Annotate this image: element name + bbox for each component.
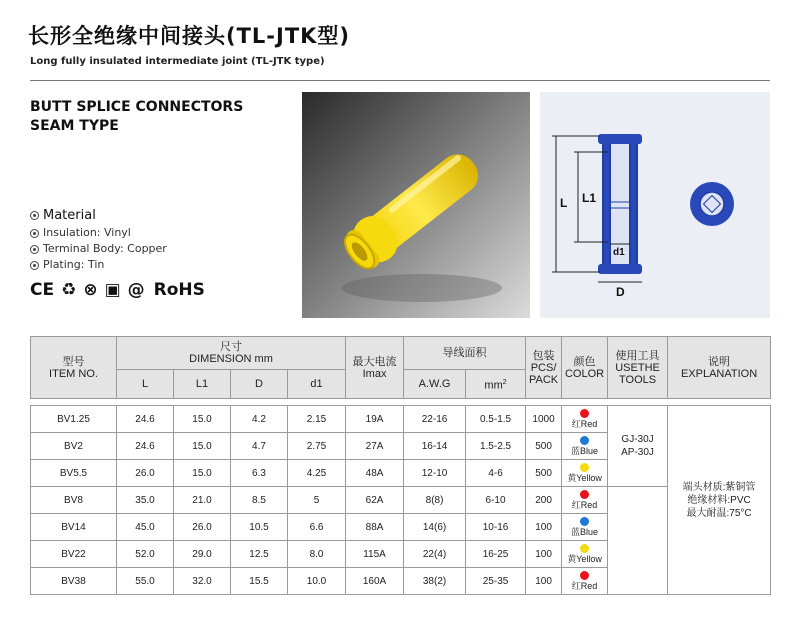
header-current [346,337,404,399]
cell-item: BV14 [31,514,117,541]
table-row [31,487,771,514]
cell-mm2: 16-25 [466,541,526,568]
product-heading [30,98,243,136]
product-heading-line2: SEAM TYPE [30,118,119,134]
cell-pack: 100 [526,514,562,541]
header-explanation-cn: 说明 [708,355,731,368]
header-wire-cn: 导线面积 [442,347,487,359]
color-dot-icon [580,544,589,553]
technical-drawing [540,92,770,318]
material-item [30,225,167,241]
cell-imax: 115A [346,541,404,568]
cell-L1: 15.0 [174,433,231,460]
cell-pack: 100 [526,541,562,568]
color-name-en: Red [580,499,598,510]
material-title-row [30,206,167,225]
cell-tools [608,406,668,487]
tool-1: GJ-30J [621,434,654,445]
color-name-cn: 黄 [567,553,577,564]
bullet-icon [30,229,39,238]
header-L1: L1 [174,370,231,399]
cell-mm2: 6-10 [466,487,526,514]
cell-mm2: 4-6 [466,460,526,487]
header-item [31,337,117,399]
cell-d1: 4.25 [288,460,346,487]
cell-D: 6.3 [231,460,288,487]
cell-mm2: 0.5-1.5 [466,406,526,433]
cell-d1: 6.6 [288,514,346,541]
cell-color [562,541,608,568]
spec-table [30,336,771,595]
cell-d1: 8.0 [288,541,346,568]
header-color-cn: 颜色 [573,355,596,368]
cell-imax: 19A [346,406,404,433]
dimension-L-label: L [560,196,568,210]
cell-L: 55.0 [117,568,174,595]
color-name-cn: 黄 [567,472,577,483]
color-name-en: Red [580,580,598,591]
cell-L1: 29.0 [174,541,231,568]
cell-D: 10.5 [231,514,288,541]
page-title: 长形全绝缘中间接头(TL-JTK型) [28,24,351,48]
cell-tools-empty [608,487,668,595]
cell-awg: 8(8) [404,487,466,514]
header-mm2 [466,370,526,399]
page-subtitle: Long fully insulated intermediate joint (TL-JTK type) [30,56,325,67]
cell-L: 24.6 [117,433,174,460]
cell-awg: 38(2) [404,568,466,595]
cell-d1: 5 [288,487,346,514]
cell-color [562,514,608,541]
dimension-d1-label: d1 [613,247,625,258]
header-explanation [668,337,771,399]
cell-L: 24.6 [117,406,174,433]
expl-line-1: 端头材质:紫铜管 [682,481,756,493]
color-name-cn: 蓝 [571,526,581,537]
product-heading-line1: BUTT SPLICE CONNECTORS [30,99,244,115]
header-dimension-en: DIMENSION mm [189,353,273,365]
color-name-en: Red [580,418,598,429]
cell-item: BV1.25 [31,406,117,433]
cell-L: 45.0 [117,514,174,541]
cell-awg: 22-16 [404,406,466,433]
cell-d1: 2.75 [288,433,346,460]
rohs-mark: RoHS [153,280,205,300]
cell-D: 8.5 [231,487,288,514]
header-wire [404,337,526,370]
color-name-en: Yellow [576,553,602,564]
dimension-L1-label: L1 [582,191,597,205]
material-title: Material [43,208,96,223]
cell-color [562,487,608,514]
cell-pack: 100 [526,568,562,595]
header-awg: A.W.G [404,370,466,399]
cell-item: BV22 [31,541,117,568]
header-tools-cn: 使用工具 [615,349,660,362]
cell-color [562,460,608,487]
color-name-en: Blue [580,526,599,537]
recycle-icon: ♻ [61,280,77,300]
product-photo [302,92,530,318]
header-item-en: ITEM NO. [49,367,98,380]
cell-imax: 88A [346,514,404,541]
material-body: Terminal Body: Copper [43,242,167,255]
cell-imax: 62A [346,487,404,514]
cell-D: 15.5 [231,568,288,595]
cell-pack: 200 [526,487,562,514]
title-divider [30,80,770,81]
header-d1: d1 [288,370,346,399]
cell-imax: 160A [346,568,404,595]
cell-D: 4.7 [231,433,288,460]
cell-awg: 16-14 [404,433,466,460]
cell-pack: 500 [526,460,562,487]
header-color-en: COLOR [564,367,605,380]
cell-d1: 2.15 [288,406,346,433]
cell-awg: 12-10 [404,460,466,487]
cell-item: BV38 [31,568,117,595]
cell-L: 52.0 [117,541,174,568]
color-name-cn: 红 [571,580,581,591]
cell-color [562,406,608,433]
cell-item: BV8 [31,487,117,514]
header-explanation-en: EXPLANATION [680,367,758,380]
material-insulation: Insulation: Vinyl [43,226,131,239]
header-pack-cn: 包装 [532,349,555,362]
material-item [30,241,167,257]
cell-mm2: 1.5-2.5 [466,433,526,460]
cell-color [562,568,608,595]
header-item-cn: 型号 [62,355,85,368]
header-color [562,337,608,399]
color-dot-icon [580,490,589,499]
color-dot-icon [580,517,589,526]
cell-awg: 14(6) [404,514,466,541]
color-dot-icon [580,463,589,472]
color-name-en: Blue [580,445,599,456]
color-dot-icon [580,436,589,445]
cell-d1: 10.0 [288,568,346,595]
cell-L: 35.0 [117,487,174,514]
color-name-cn: 红 [571,418,581,429]
header-tools-en-1: USETHE [615,361,660,374]
table-row [31,406,771,433]
expl-line-3: 最大耐温:75°C [686,507,752,519]
bullet-icon [30,211,39,220]
header-pack [526,337,562,399]
header-L: L [117,370,174,399]
tool-2: AP-30J [621,447,654,458]
header-tools-en-2: TOOLS [619,373,657,386]
header-current-en: Imax [362,367,387,380]
cell-D: 4.2 [231,406,288,433]
certification-badge-icon: ⊗ [83,280,98,300]
cell-mm2: 25-35 [466,568,526,595]
header-pack-en-2: PACK [528,373,559,386]
cell-L1: 26.0 [174,514,231,541]
cell-L1: 15.0 [174,460,231,487]
table-gap [31,399,771,406]
header-dimension [117,337,346,370]
cell-item: BV2 [31,433,117,460]
quality-mark-icon: @ [127,280,145,300]
cell-pack: 500 [526,433,562,460]
color-name-en: Yellow [576,472,602,483]
cell-L1: 32.0 [174,568,231,595]
color-dot-icon [580,409,589,418]
cell-mm2: 10-16 [466,514,526,541]
expl-line-2: 绝缘材料:PVC [687,494,751,506]
bullet-icon [30,245,39,254]
cell-L: 26.0 [117,460,174,487]
cell-L1: 15.0 [174,406,231,433]
cell-explanation [668,406,771,595]
header-D: D [231,370,288,399]
cell-L1: 21.0 [174,487,231,514]
header-pack-en-1: PCS/ [530,361,557,374]
color-dot-icon [580,571,589,580]
material-item [30,257,167,273]
header-tools [608,337,668,399]
material-list [30,206,167,273]
material-plating: Plating: Tin [43,258,105,271]
ce-mark-icon: CE [30,280,55,300]
cell-imax: 27A [346,433,404,460]
cell-color [562,433,608,460]
header-mm2-unit: mm [484,379,503,392]
cell-item: BV5.5 [31,460,117,487]
header-current-cn: 最大电流 [352,355,397,368]
cell-imax: 48A [346,460,404,487]
color-name-cn: 蓝 [571,445,581,456]
cell-D: 12.5 [231,541,288,568]
bullet-icon [30,261,39,270]
cell-awg: 22(4) [404,541,466,568]
cell-pack: 1000 [526,406,562,433]
certification-icons [30,280,205,300]
color-name-cn: 红 [571,499,581,510]
header-dimension-cn: 尺寸 [220,341,243,353]
dimension-D-label: D [616,285,625,299]
waste-bin-icon: ▣ [104,280,121,300]
header-mm2-sup: 2 [502,378,507,386]
